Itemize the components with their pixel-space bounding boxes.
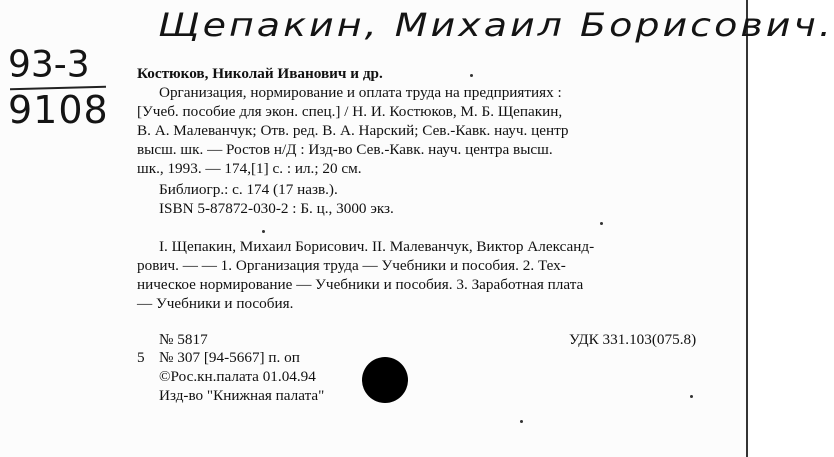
speck	[600, 222, 603, 225]
tracing-line: — Учебники и пособия.	[137, 295, 294, 312]
chamber-line: ©Рос.кн.палата 01.04.94	[159, 368, 316, 385]
description-line: высш. шк. — Ростов н/Д : Изд-во Сев.-Кавк. науч. центра высш.	[137, 141, 553, 158]
speck	[690, 395, 693, 398]
tracing-line: рович. — — 1. Организация труда — Учебники и пособия. 2. Тех-	[137, 257, 566, 274]
copy-prefix: 5	[137, 349, 145, 366]
shelfmark: 93-3	[8, 44, 90, 86]
description-line: В. А. Малеванчук; Отв. ред. В. А. Нарский; Сев.-Кавк. науч. центр	[137, 122, 569, 139]
handwritten-name: Щепакин, Михаил Борисович.	[158, 6, 834, 44]
speck	[520, 420, 523, 423]
speck	[470, 74, 473, 77]
description-line: шк., 1993. — 174,[1] с. : ил.; 20 см.	[137, 160, 362, 177]
author-heading: Костюков, Николай Иванович и др.	[137, 65, 383, 82]
printer-line: Изд-во "Книжная палата"	[159, 387, 325, 404]
isbn-line: ISBN 5-87872-030-2 : Б. ц., 3000 экз.	[159, 200, 394, 217]
bibliography-note: Библиогр.: с. 174 (17 назв.).	[159, 181, 338, 198]
speck	[262, 230, 265, 233]
order-line: № 307 [94-5667] п. оп	[159, 349, 300, 366]
tracing-line: ническое нормирование — Учебники и пособия. 3. Заработная плата	[137, 276, 584, 293]
record-number: № 5817	[159, 331, 208, 348]
card-edge	[746, 0, 748, 457]
description-line: [Учеб. пособие для экон. спец.] / Н. И. Костюков, М. Б. Щепакин,	[137, 103, 563, 120]
tracing-line: I. Щепакин, Михаил Борисович. II. Малеванчук, Виктор Александ-	[159, 238, 595, 255]
ink-spot	[362, 357, 408, 403]
udc-code: УДК 331.103(075.8)	[569, 331, 697, 348]
inventory-number: 9108	[8, 88, 109, 132]
description-line: Организация, нормирование и оплата труда на предприятиях :	[159, 84, 562, 101]
